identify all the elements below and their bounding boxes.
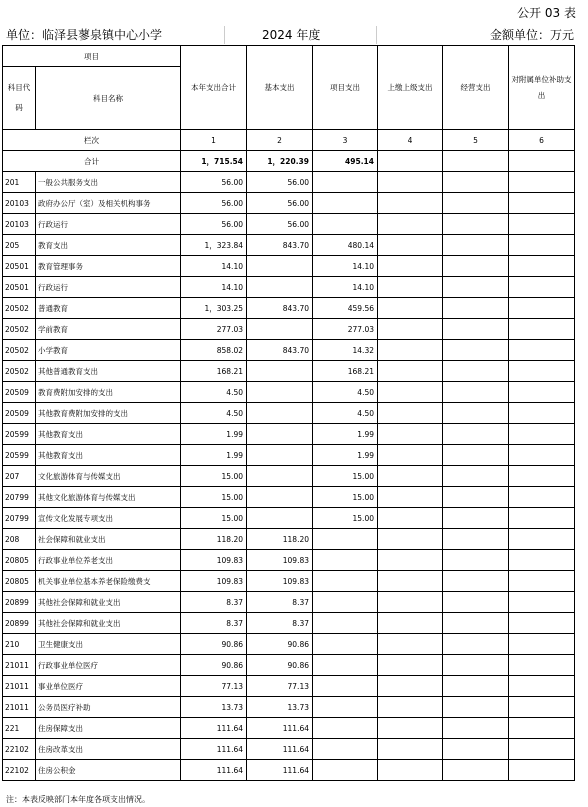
row-name: 其他教育支出 <box>36 445 181 466</box>
row-code: 210 <box>3 634 36 655</box>
row-basic: 8.37 <box>247 613 313 634</box>
row-total: 15.00 <box>181 487 247 508</box>
row-subsidy <box>509 235 575 256</box>
row-name: 其他教育支出 <box>36 424 181 445</box>
col-header-basic: 基本支出 <box>247 46 313 130</box>
row-subsidy <box>509 487 575 508</box>
row-total: 4.50 <box>181 403 247 424</box>
row-code: 20599 <box>3 445 36 466</box>
row-total: 1.99 <box>181 445 247 466</box>
table-row <box>3 655 575 676</box>
row-basic: 843.70 <box>247 298 313 319</box>
row-upper <box>378 634 443 655</box>
row-project: 459.56 <box>313 298 378 319</box>
row-name: 行政运行 <box>36 277 181 298</box>
row-subsidy <box>509 718 575 739</box>
row-name: 教育支出 <box>36 235 181 256</box>
row-code: 20599 <box>3 424 36 445</box>
row-operating <box>443 466 509 487</box>
row-basic <box>247 319 313 340</box>
row-basic: 843.70 <box>247 235 313 256</box>
row-operating <box>443 382 509 403</box>
table-row <box>3 319 575 340</box>
row-project: 14.10 <box>313 256 378 277</box>
row-upper <box>378 340 443 361</box>
row-basic: 56.00 <box>247 172 313 193</box>
row-name: 普通教育 <box>36 298 181 319</box>
index-cell: 3 <box>313 130 378 151</box>
row-name: 学前教育 <box>36 319 181 340</box>
table-row <box>3 613 575 634</box>
table-row <box>3 235 575 256</box>
row-upper <box>378 466 443 487</box>
row-code: 221 <box>3 718 36 739</box>
table-row <box>3 424 575 445</box>
index-cell: 4 <box>378 130 443 151</box>
index-cell: 5 <box>443 130 509 151</box>
row-total: 56.00 <box>181 172 247 193</box>
row-basic <box>247 508 313 529</box>
row-basic <box>247 466 313 487</box>
row-code: 22102 <box>3 739 36 760</box>
row-subsidy <box>509 508 575 529</box>
row-operating <box>443 424 509 445</box>
row-upper <box>378 214 443 235</box>
row-total: 1，303.25 <box>181 298 247 319</box>
row-project: 1.99 <box>313 445 378 466</box>
col-header-total: 本年支出合计 <box>181 46 247 130</box>
row-operating <box>443 592 509 613</box>
row-basic: 111.64 <box>247 760 313 781</box>
row-operating <box>443 571 509 592</box>
row-subsidy <box>509 256 575 277</box>
row-subsidy <box>509 592 575 613</box>
table-row <box>3 361 575 382</box>
row-basic: 56.00 <box>247 193 313 214</box>
row-project <box>313 718 378 739</box>
table-row <box>3 739 575 760</box>
row-operating <box>443 403 509 424</box>
row-code: 20103 <box>3 214 36 235</box>
row-operating <box>443 529 509 550</box>
row-operating <box>443 634 509 655</box>
row-code: 20502 <box>3 298 36 319</box>
row-project <box>313 676 378 697</box>
row-name: 教育费附加安排的支出 <box>36 382 181 403</box>
row-total: 14.10 <box>181 277 247 298</box>
row-name: 其他社会保障和就业支出 <box>36 592 181 613</box>
row-code: 21011 <box>3 697 36 718</box>
row-operating <box>443 298 509 319</box>
table-row <box>3 277 575 298</box>
row-project: 15.00 <box>313 487 378 508</box>
row-total: 77.13 <box>181 676 247 697</box>
row-upper <box>378 403 443 424</box>
row-basic: 90.86 <box>247 634 313 655</box>
index-label: 栏次 <box>3 130 181 151</box>
row-upper <box>378 760 443 781</box>
row-upper <box>378 508 443 529</box>
total-upper <box>378 151 443 172</box>
row-code: 201 <box>3 172 36 193</box>
table-row <box>3 697 575 718</box>
row-code: 205 <box>3 235 36 256</box>
col-header-subsidy: 对附属单位补助支出 <box>509 46 575 130</box>
row-upper <box>378 697 443 718</box>
row-subsidy <box>509 298 575 319</box>
table-row <box>3 592 575 613</box>
table-row <box>3 445 575 466</box>
row-total: 8.37 <box>181 613 247 634</box>
row-upper <box>378 193 443 214</box>
row-project: 1.99 <box>313 424 378 445</box>
money-unit: 金额单位：万元 <box>489 28 574 42</box>
table-row <box>3 634 575 655</box>
row-upper <box>378 298 443 319</box>
table-row <box>3 529 575 550</box>
row-upper <box>378 655 443 676</box>
row-project: 4.50 <box>313 403 378 424</box>
row-subsidy <box>509 172 575 193</box>
row-total: 111.64 <box>181 739 247 760</box>
row-basic <box>247 424 313 445</box>
row-operating <box>443 256 509 277</box>
row-subsidy <box>509 424 575 445</box>
row-subsidy <box>509 571 575 592</box>
row-subsidy <box>509 676 575 697</box>
row-name: 其他社会保障和就业支出 <box>36 613 181 634</box>
row-upper <box>378 172 443 193</box>
row-name: 其他教育费附加安排的支出 <box>36 403 181 424</box>
row-upper <box>378 235 443 256</box>
item-header: 项目 <box>3 46 181 67</box>
table-row <box>3 340 575 361</box>
row-basic: 56.00 <box>247 214 313 235</box>
table-row <box>3 508 575 529</box>
row-name: 社会保障和就业支出 <box>36 529 181 550</box>
row-subsidy <box>509 550 575 571</box>
row-subsidy <box>509 655 575 676</box>
row-project: 168.21 <box>313 361 378 382</box>
row-total: 111.64 <box>181 760 247 781</box>
row-subsidy <box>509 403 575 424</box>
row-total: 109.83 <box>181 571 247 592</box>
row-upper <box>378 550 443 571</box>
row-code: 20805 <box>3 550 36 571</box>
row-project <box>313 529 378 550</box>
row-project <box>313 214 378 235</box>
table-row <box>3 298 575 319</box>
table-row <box>3 382 575 403</box>
row-code: 22102 <box>3 760 36 781</box>
row-total: 168.21 <box>181 361 247 382</box>
row-basic: 109.83 <box>247 571 313 592</box>
row-total: 90.86 <box>181 655 247 676</box>
row-operating <box>443 613 509 634</box>
header-divider <box>376 26 377 44</box>
row-subsidy <box>509 277 575 298</box>
footnote: 注：本表反映部门本年度各项支出情况。 <box>6 795 150 804</box>
row-name: 住房改革支出 <box>36 739 181 760</box>
row-name: 其他普通教育支出 <box>36 361 181 382</box>
row-subsidy <box>509 193 575 214</box>
row-basic <box>247 256 313 277</box>
row-operating <box>443 214 509 235</box>
row-project: 15.00 <box>313 466 378 487</box>
row-upper <box>378 592 443 613</box>
row-basic: 109.83 <box>247 550 313 571</box>
row-subsidy <box>509 634 575 655</box>
table-row <box>3 676 575 697</box>
row-code: 20899 <box>3 613 36 634</box>
row-operating <box>443 508 509 529</box>
row-total: 15.00 <box>181 508 247 529</box>
row-basic: 77.13 <box>247 676 313 697</box>
table-row <box>3 214 575 235</box>
row-total: 15.00 <box>181 466 247 487</box>
row-basic: 90.86 <box>247 655 313 676</box>
row-upper <box>378 529 443 550</box>
row-name: 事业单位医疗 <box>36 676 181 697</box>
row-total: 13.73 <box>181 697 247 718</box>
row-name: 其他文化旅游体育与传媒支出 <box>36 487 181 508</box>
row-operating <box>443 361 509 382</box>
row-subsidy <box>509 529 575 550</box>
row-project <box>313 634 378 655</box>
row-total: 90.86 <box>181 634 247 655</box>
table-row <box>3 550 575 571</box>
row-name: 行政事业单位医疗 <box>36 655 181 676</box>
row-subsidy <box>509 760 575 781</box>
header-row-top <box>3 46 575 67</box>
total-subsidy <box>509 151 575 172</box>
col-header-code: 科目代码 <box>3 67 36 130</box>
row-project: 15.00 <box>313 508 378 529</box>
row-basic: 118.20 <box>247 529 313 550</box>
row-basic <box>247 382 313 403</box>
row-operating <box>443 277 509 298</box>
row-operating <box>443 172 509 193</box>
row-operating <box>443 319 509 340</box>
row-operating <box>443 445 509 466</box>
row-code: 21011 <box>3 655 36 676</box>
row-upper <box>378 361 443 382</box>
total-amount: 1，715.54 <box>181 151 247 172</box>
row-total: 277.03 <box>181 319 247 340</box>
row-project: 480.14 <box>313 235 378 256</box>
row-total: 56.00 <box>181 214 247 235</box>
total-label: 合计 <box>3 151 181 172</box>
row-subsidy <box>509 697 575 718</box>
row-total: 8.37 <box>181 592 247 613</box>
col-header-operating: 经营支出 <box>443 46 509 130</box>
row-code: 20501 <box>3 277 36 298</box>
index-cell: 1 <box>181 130 247 151</box>
row-total: 111.64 <box>181 718 247 739</box>
row-basic: 8.37 <box>247 592 313 613</box>
row-subsidy <box>509 214 575 235</box>
row-code: 20509 <box>3 382 36 403</box>
table-row <box>3 487 575 508</box>
row-upper <box>378 571 443 592</box>
row-name: 文化旅游体育与传媒支出 <box>36 466 181 487</box>
row-total: 858.02 <box>181 340 247 361</box>
row-total: 118.20 <box>181 529 247 550</box>
row-project <box>313 592 378 613</box>
row-total: 109.83 <box>181 550 247 571</box>
row-upper <box>378 739 443 760</box>
col-header-project: 项目支出 <box>313 46 378 130</box>
row-subsidy <box>509 382 575 403</box>
row-operating <box>443 655 509 676</box>
row-name: 政府办公厅（室）及相关机构事务 <box>36 193 181 214</box>
row-basic: 111.64 <box>247 718 313 739</box>
row-upper <box>378 277 443 298</box>
row-operating <box>443 487 509 508</box>
row-upper <box>378 382 443 403</box>
table-row <box>3 256 575 277</box>
row-code: 20502 <box>3 361 36 382</box>
row-operating <box>443 550 509 571</box>
index-cell: 2 <box>247 130 313 151</box>
table-row <box>3 718 575 739</box>
row-upper <box>378 424 443 445</box>
row-project <box>313 571 378 592</box>
row-operating <box>443 697 509 718</box>
row-project <box>313 172 378 193</box>
row-upper <box>378 613 443 634</box>
col-header-upper: 上缴上级支出 <box>378 46 443 130</box>
row-operating <box>443 193 509 214</box>
row-code: 20501 <box>3 256 36 277</box>
expenditure-table <box>2 45 575 781</box>
col-header-name: 科目名称 <box>36 67 181 130</box>
index-cell: 6 <box>509 130 575 151</box>
row-basic <box>247 361 313 382</box>
row-project: 14.10 <box>313 277 378 298</box>
row-basic: 13.73 <box>247 697 313 718</box>
row-subsidy <box>509 466 575 487</box>
unit-label: 单位：临泽县蓼泉镇中心小学 <box>6 28 163 42</box>
total-basic: 1，220.39 <box>247 151 313 172</box>
row-code: 20799 <box>3 487 36 508</box>
row-upper <box>378 676 443 697</box>
index-row <box>3 130 575 151</box>
row-name: 卫生健康支出 <box>36 634 181 655</box>
row-basic <box>247 277 313 298</box>
row-basic: 843.70 <box>247 340 313 361</box>
row-code: 207 <box>3 466 36 487</box>
row-name: 一般公共服务支出 <box>36 172 181 193</box>
row-total: 1，323.84 <box>181 235 247 256</box>
row-name: 行政事业单位养老支出 <box>36 550 181 571</box>
table-row <box>3 193 575 214</box>
row-project <box>313 193 378 214</box>
table-row <box>3 466 575 487</box>
table-row <box>3 403 575 424</box>
row-total: 56.00 <box>181 193 247 214</box>
row-upper <box>378 445 443 466</box>
row-project <box>313 613 378 634</box>
row-name: 住房保障支出 <box>36 718 181 739</box>
table-row <box>3 172 575 193</box>
row-operating <box>443 676 509 697</box>
total-row <box>3 151 575 172</box>
row-operating <box>443 739 509 760</box>
total-operating <box>443 151 509 172</box>
table-row <box>3 571 575 592</box>
row-subsidy <box>509 340 575 361</box>
row-subsidy <box>509 613 575 634</box>
row-name: 小学教育 <box>36 340 181 361</box>
row-operating <box>443 235 509 256</box>
row-project <box>313 550 378 571</box>
row-basic <box>247 403 313 424</box>
row-total: 14.10 <box>181 256 247 277</box>
row-total: 1.99 <box>181 424 247 445</box>
row-code: 20502 <box>3 340 36 361</box>
row-project <box>313 739 378 760</box>
report-header <box>4 26 574 44</box>
form-number: 公开 03 表 <box>517 6 576 20</box>
row-basic <box>247 487 313 508</box>
row-name: 住房公积金 <box>36 760 181 781</box>
row-upper <box>378 718 443 739</box>
row-project: 277.03 <box>313 319 378 340</box>
report-year: 2024 年度 <box>262 28 321 42</box>
row-code: 20799 <box>3 508 36 529</box>
row-upper <box>378 256 443 277</box>
row-subsidy <box>509 445 575 466</box>
row-upper <box>378 319 443 340</box>
row-code: 20899 <box>3 592 36 613</box>
row-name: 行政运行 <box>36 214 181 235</box>
row-operating <box>443 760 509 781</box>
row-code: 208 <box>3 529 36 550</box>
row-operating <box>443 340 509 361</box>
row-subsidy <box>509 319 575 340</box>
row-basic: 111.64 <box>247 739 313 760</box>
row-operating <box>443 718 509 739</box>
row-project <box>313 697 378 718</box>
row-project <box>313 760 378 781</box>
row-subsidy <box>509 739 575 760</box>
row-name: 宣传文化发展专项支出 <box>36 508 181 529</box>
row-code: 20805 <box>3 571 36 592</box>
row-upper <box>378 487 443 508</box>
row-name: 公务员医疗补助 <box>36 697 181 718</box>
row-code: 20502 <box>3 319 36 340</box>
row-code: 20103 <box>3 193 36 214</box>
table-row <box>3 760 575 781</box>
total-project: 495.14 <box>313 151 378 172</box>
row-project: 4.50 <box>313 382 378 403</box>
row-code: 20509 <box>3 403 36 424</box>
row-name: 机关事业单位基本养老保险缴费支 <box>36 571 181 592</box>
row-basic <box>247 445 313 466</box>
row-name: 教育管理事务 <box>36 256 181 277</box>
header-divider <box>224 26 225 44</box>
row-project: 14.32 <box>313 340 378 361</box>
row-code: 21011 <box>3 676 36 697</box>
row-total: 4.50 <box>181 382 247 403</box>
row-project <box>313 655 378 676</box>
row-subsidy <box>509 361 575 382</box>
